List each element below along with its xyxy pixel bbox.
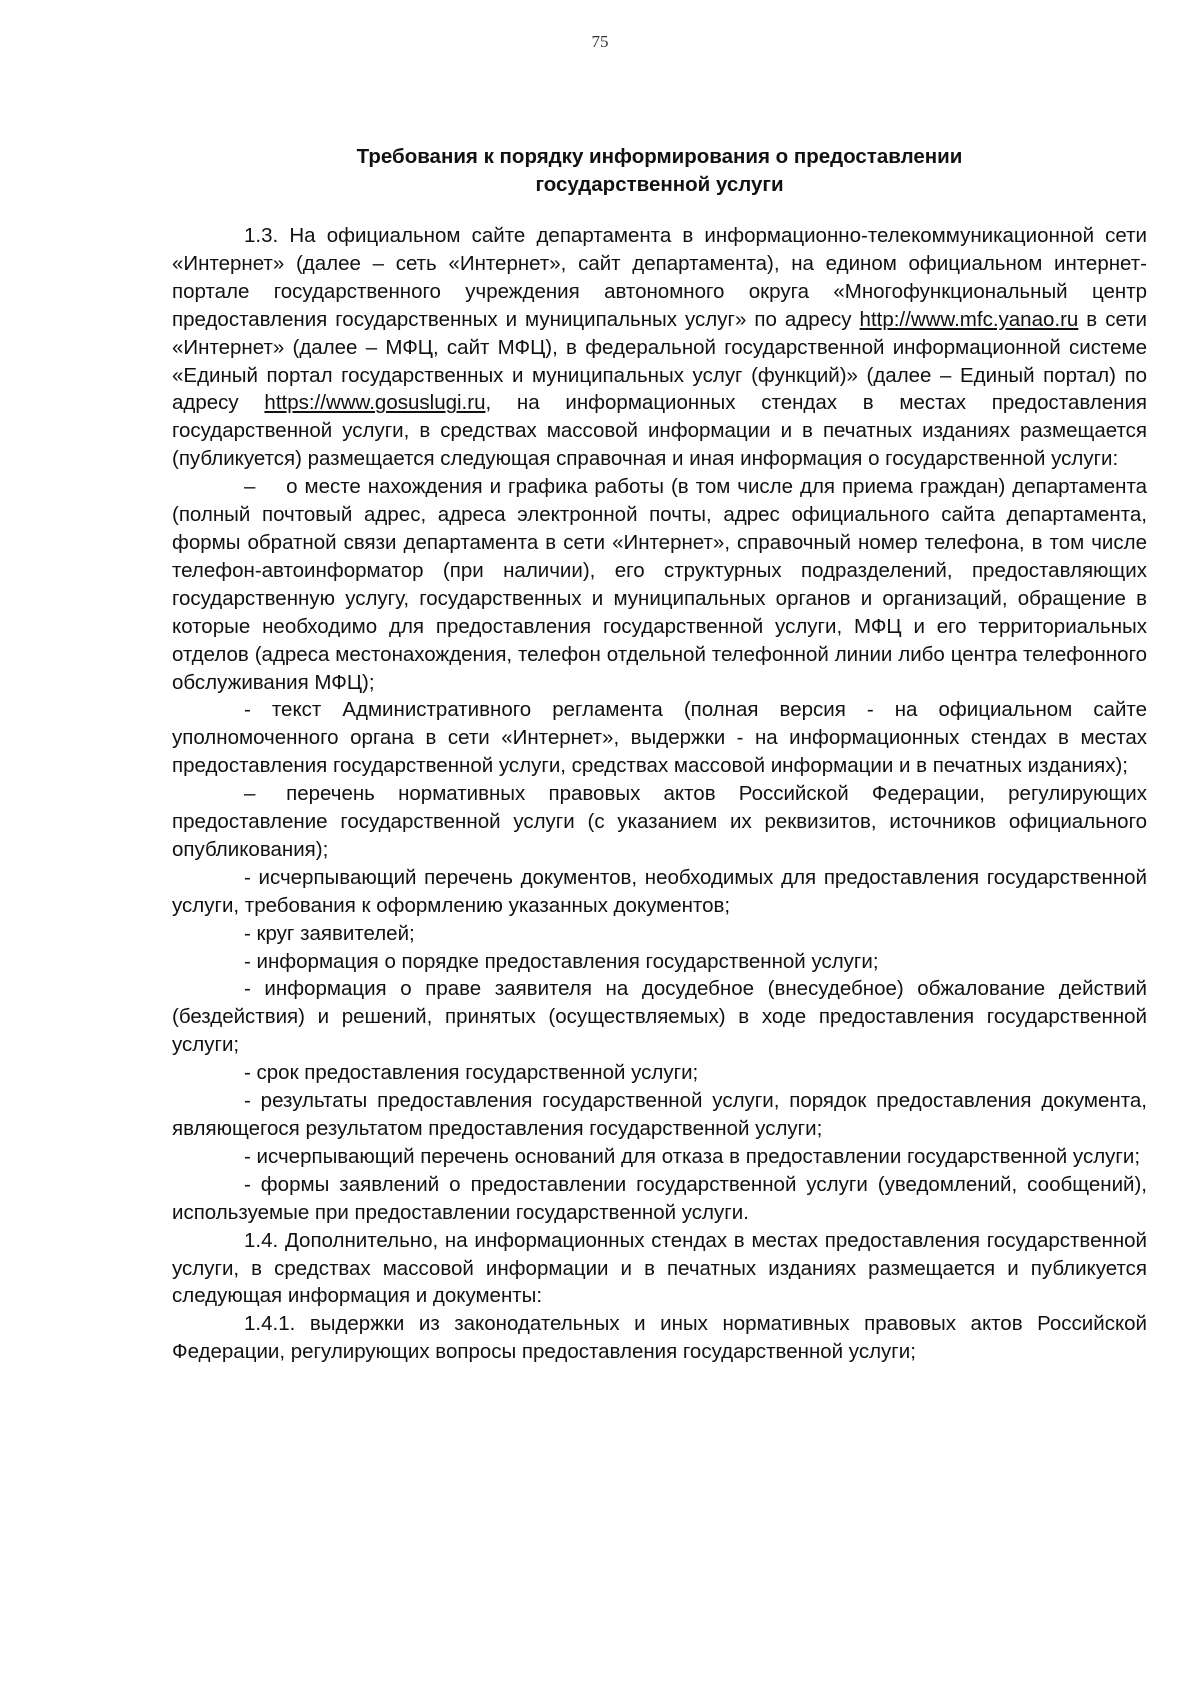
list-item-regulation-text: - текст Административного регламента (полная версия - на официальном сайте уполномоченного органа в сети «Интернет», выдержки - на информационных стендах в местах предоставления государственной услуги, средствах массовой информации и в печатных изданиях);	[172, 698, 1147, 778]
list-item-applicants: - круг заявителей;	[244, 921, 415, 945]
paragraph-1-4-1: 1.4.1. выдержки из законодательных и иных нормативных правовых актов Российской Федерации, регулирующих вопросы предоставления государственной услуги;	[172, 1312, 1147, 1364]
list-item-term: - срок предоставления государственной услуги;	[244, 1061, 699, 1085]
paragraph-1-3	[172, 222, 1147, 473]
paragraph-1-3-text-c: , на информационных стендах в местах предоставления государственной услуги, в средствах массовой информации и в печатных изданиях размещается (публикуется) размещается следующая справочная и иная информация о государственной услуги:	[172, 391, 1147, 471]
heading-line-2: государственной услуги	[535, 173, 784, 196]
gosuslugi-link[interactable]: https://www.gosuslugi.ru	[264, 391, 486, 415]
page-number: 75	[591, 32, 609, 51]
list-item-procedure: - информация о порядке предоставления государственной услуги;	[244, 949, 879, 973]
list-item-documents: - исчерпывающий перечень документов, необходимых для предоставления государственной услуги, требования к оформлению указанных документов;	[172, 865, 1147, 917]
list-item-refusal-grounds: - исчерпывающий перечень оснований для отказа в предоставлении государственной услуги;	[244, 1144, 1141, 1168]
list-item-appeal-rights: - информация о праве заявителя на досудебное (внесудебное) обжалование действий (бездействия) и решений, принятых (осуществляемых) в ходе предоставления государственной услуги;	[172, 977, 1147, 1057]
section-heading	[172, 143, 1147, 199]
document-body	[172, 222, 1147, 1366]
heading-line-1: Требования к порядку информирования о предоставлении	[356, 145, 963, 168]
paragraph-1-3-text-b: в сети «Интернет» (далее – МФЦ, сайт МФЦ), в федеральной государственной информационной системе «Единый портал государственных и муниципальных услуг (функций)» (далее – Единый портал) по адресу	[172, 307, 1147, 415]
list-item-results: - результаты предоставления государственной услуги, порядок предоставления документа, являющегося результатом предоставления государственной услуги;	[172, 1089, 1147, 1140]
mfc-link[interactable]: http://www.mfc.yanao.ru	[859, 307, 1079, 331]
paragraph-1-4: 1.4. Дополнительно, на информационных стендах в местах предоставления государственной услуги, в средствах массовой информации и в печатных изданиях размещается и публикуется следующая информация и документы:	[172, 1228, 1147, 1308]
list-item-location-schedule: – о месте нахождения и графика работы (в том числе для приема граждан) департамента (полный почтовый адрес, адреса электронной почты, адрес официального сайта департамента, формы обратной связи департамента в сети «Интернет», справочный номер телефона, в том числе телефон-автоинформатор (при наличии), его структурных подразделений, предоставляющих государственную услугу, государственных и муниципальных органов и организаций, обращение в которые необходимо для предоставления государственной услуги, МФЦ и его территориальных отделов (адреса местонахождения, телефон отдельной телефонной линии либо центра телефонного обслуживания МФЦ);	[172, 475, 1147, 694]
list-item-application-forms: - формы заявлений о предоставлении государственной услуги (уведомлений, сообщений), используемые при предоставлении государственной услуги.	[172, 1172, 1147, 1224]
paragraph-1-3-text-a: 1.3. На официальном сайте департамента в информационно-телекоммуникационной сети «Интернет» (далее – сеть «Интернет», сайт департамента), на едином официальном интернет-портале государственного учреждения автономного округа «Многофункциональный центр предоставления государственных и муниципальных услуг» по адресу	[172, 224, 1147, 331]
list-item-legal-acts: – перечень нормативных правовых актов Российской Федерации, регулирующих предоставление государственной услуги (с указанием их реквизитов, источников официального опубликования);	[172, 782, 1147, 861]
